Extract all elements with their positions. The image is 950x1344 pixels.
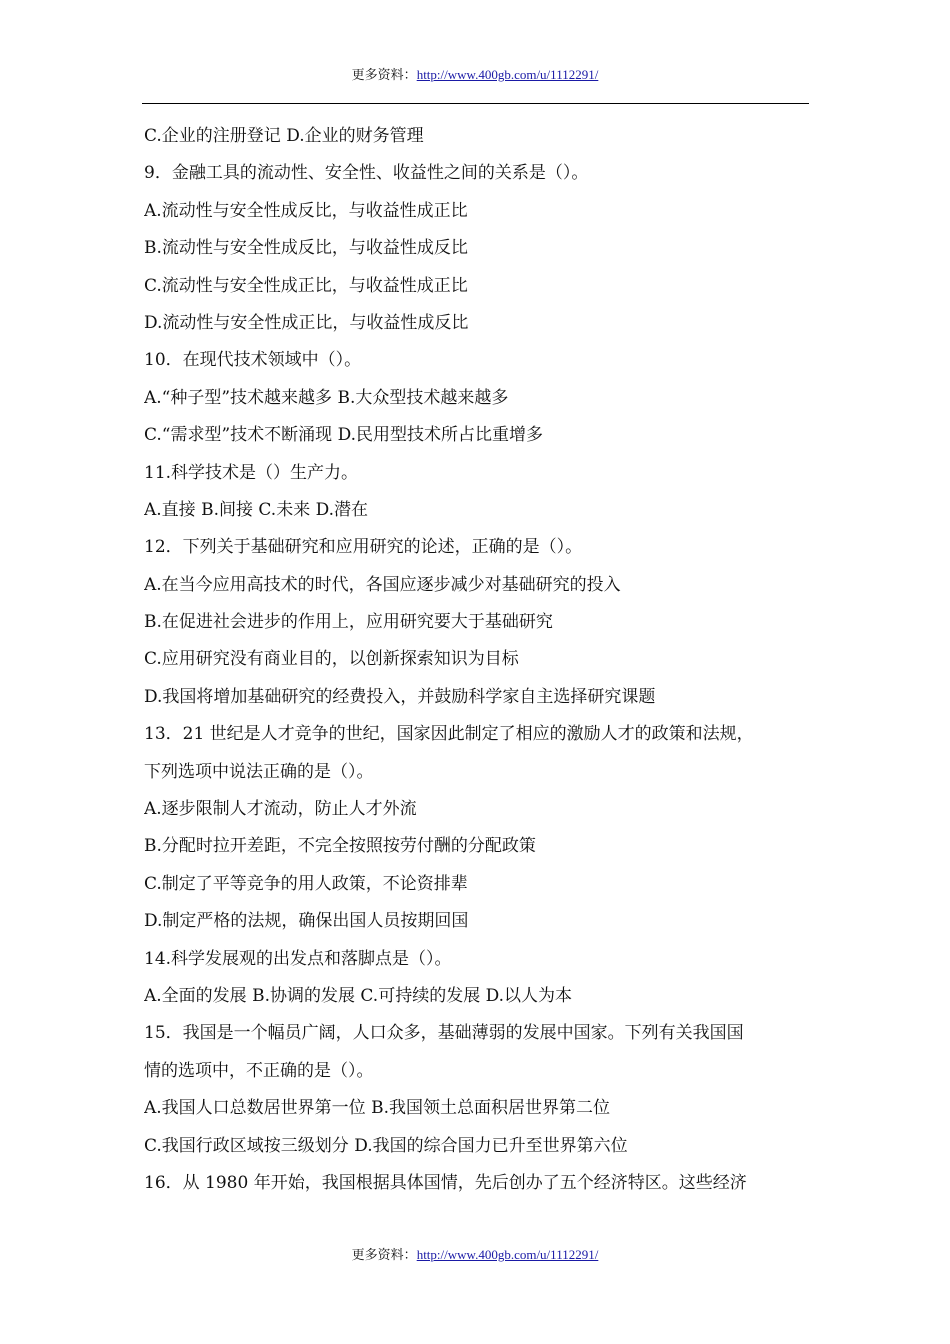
text-line: C.应用研究没有商业目的，以创新探索知识为目标 (144, 649, 519, 670)
footer-link[interactable]: http://www.400gb.com/u/1112291/ (416, 1247, 599, 1262)
text-line: D.制定严格的法规，确保出国人员按期回国 (144, 911, 469, 932)
text-line: C.企业的注册登记 D.企业的财务管理 (144, 126, 424, 146)
text-line: A.在当今应用高技术的时代，各国应逐步减少对基础研究的投入 (144, 574, 621, 595)
text-line: B.流动性与安全性成反比，与收益性成反比 (144, 238, 468, 259)
text-line: 9．金融工具的流动性、安全性、收益性之间的关系是（）。 (144, 163, 589, 184)
text-line: C.“需求型”技术不断涌现 D.民用型技术所占比重增多 (144, 425, 544, 446)
page-footer (0, 1246, 950, 1265)
text-line: 11.科学技术是（）生产力。 (144, 462, 359, 483)
text-line: A.全面的发展 B.协调的发展 C.可持续的发展 D.以人为本 (144, 985, 573, 1006)
text-line: C.制定了平等竞争的用人政策，不论资排辈 (144, 873, 468, 894)
text-line: 情的选项中，不正确的是（）。 (144, 1060, 374, 1081)
footer-label: 更多资料： (351, 1248, 417, 1263)
text-line: B.在促进社会进步的作用上，应用研究要大于基础研究 (144, 612, 553, 633)
header-divider (142, 103, 809, 104)
text-line: D.流动性与安全性成正比，与收益性成反比 (144, 312, 469, 333)
text-line: C.流动性与安全性成正比，与收益性成正比 (144, 275, 468, 296)
text-line: 13．21 世纪是人才竞争的世纪，国家因此制定了相应的激励人才的政策和法规， (144, 724, 754, 745)
text-line: A.“种子型”技术越来越多 B.大众型技术越来越多 (144, 387, 509, 408)
text-line: C.我国行政区域按三级划分 D.我国的综合国力已升至世界第六位 (144, 1135, 628, 1156)
text-line: 15．我国是一个幅员广阔，人口众多，基础薄弱的发展中国家。下列有关我国国 (144, 1023, 744, 1044)
text-line: D.我国将增加基础研究的经费投入，并鼓励科学家自主选择研究课题 (144, 686, 656, 707)
text-line: A.逐步限制人才流动，防止人才外流 (144, 799, 417, 820)
text-line: 16．从 1980 年开始，我国根据具体国情，先后创办了五个经济特区。这些经济 (144, 1172, 747, 1193)
page-header (0, 66, 950, 85)
text-line: A.流动性与安全性成反比，与收益性成正比 (144, 200, 468, 221)
text-line: 14.科学发展观的出发点和落脚点是（）。 (144, 948, 452, 969)
header-label: 更多资料： (351, 68, 417, 83)
text-line: 下列选项中说法正确的是（）。 (144, 761, 374, 782)
text-line: A.我国人口总数居世界第一位 B.我国领土总面积居世界第二位 (144, 1098, 610, 1119)
text-line: 12．下列关于基础研究和应用研究的论述，正确的是（）。 (144, 537, 583, 558)
text-line: A.直接 B.间接 C.未来 D.潜在 (144, 499, 369, 520)
text-line: 10．在现代技术领域中（）。 (144, 350, 362, 371)
document-body (144, 118, 812, 1202)
header-link[interactable]: http://www.400gb.com/u/1112291/ (416, 67, 599, 82)
text-line: B.分配时拉开差距，不完全按照按劳付酬的分配政策 (144, 836, 536, 857)
